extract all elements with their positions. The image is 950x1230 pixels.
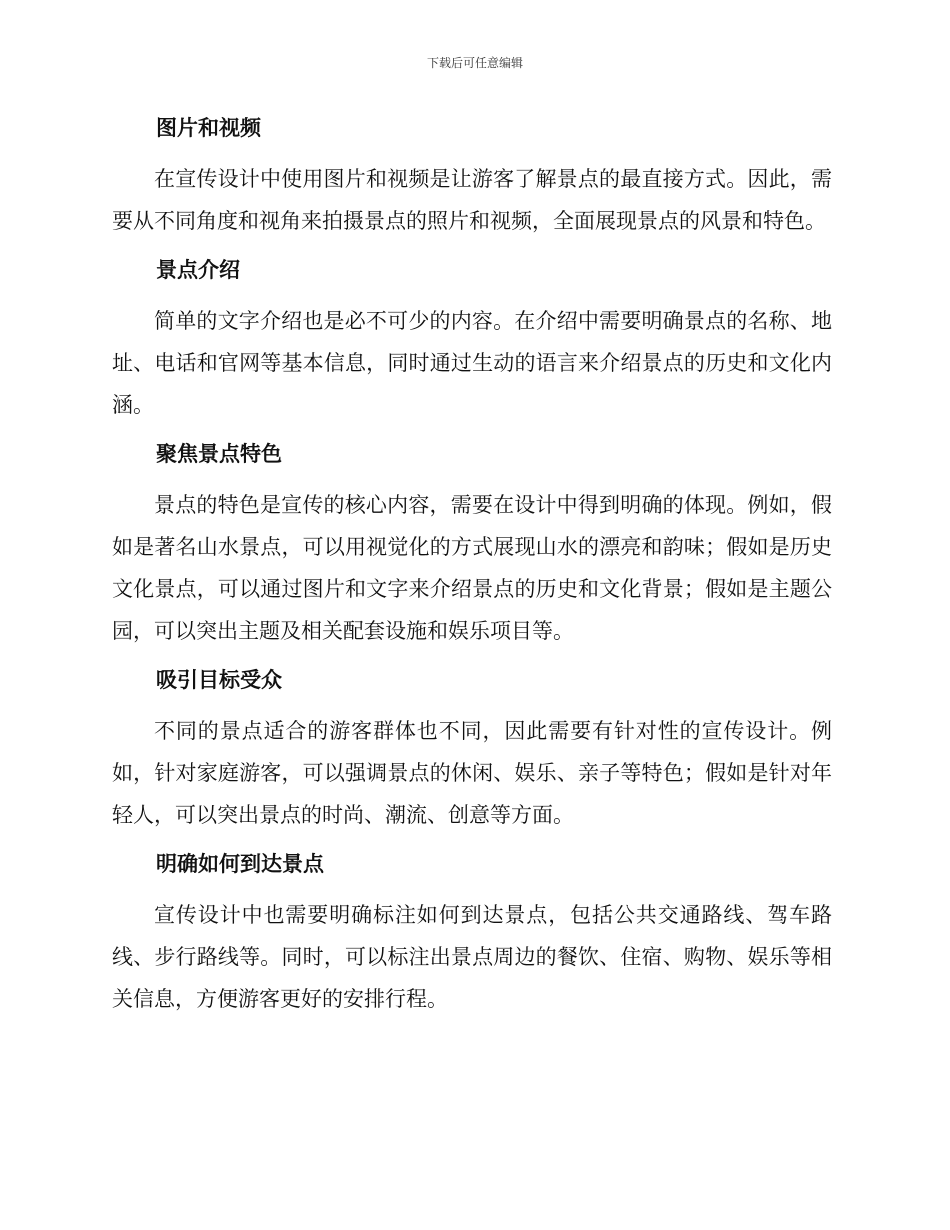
section-directions (112, 844, 832, 1020)
section-heading: 聚焦景点特色 (156, 442, 282, 466)
section-paragraph: 宣传设计中也需要明确标注如何到达景点，包括公共交通路线、驾车路线、步行路线等。同时，可以标注出景点周边的餐饮、住宿、购物、娱乐等相关信息，方便游客更好的安排行程。 (112, 903, 832, 1011)
section-features (112, 434, 832, 652)
section-heading: 明确如何到达景点 (156, 852, 324, 876)
page-header: 下载后可任意编辑 (426, 56, 523, 70)
section-heading: 图片和视频 (156, 116, 261, 140)
section-introduction (112, 250, 832, 426)
section-images-videos (112, 108, 832, 242)
section-paragraph: 不同的景点适合的游客群体也不同，因此需要有针对性的宣传设计。例如，针对家庭游客，可以强调景点的休闲、娱乐、亲子等特色；假如是针对年轻人，可以突出景点的时尚、潮流、创意等方面。 (112, 719, 832, 827)
section-paragraph: 景点的特色是宣传的核心内容，需要在设计中得到明确的体现。例如，假如是著名山水景点，可以用视觉化的方式展现山水的漂亮和韵味；假如是历史文化景点，可以通过图片和文字来介绍景点的历史和文化背景；假如是主题公园，可以突出主题及相关配套设施和娱乐项目等。 (112, 493, 832, 643)
section-paragraph: 简单的文字介绍也是必不可少的内容。在介绍中需要明确景点的名称、地址、电话和官网等基本信息，同时通过生动的语言来介绍景点的历史和文化内涵。 (112, 309, 832, 417)
section-audience (112, 660, 832, 836)
document-body (112, 108, 832, 1028)
section-paragraph: 在宣传设计中使用图片和视频是让游客了解景点的最直接方式。因此，需要从不同角度和视角来拍摄景点的照片和视频，全面展现景点的风景和特色。 (112, 167, 832, 233)
section-heading: 吸引目标受众 (156, 668, 282, 692)
section-heading: 景点介绍 (156, 258, 240, 282)
